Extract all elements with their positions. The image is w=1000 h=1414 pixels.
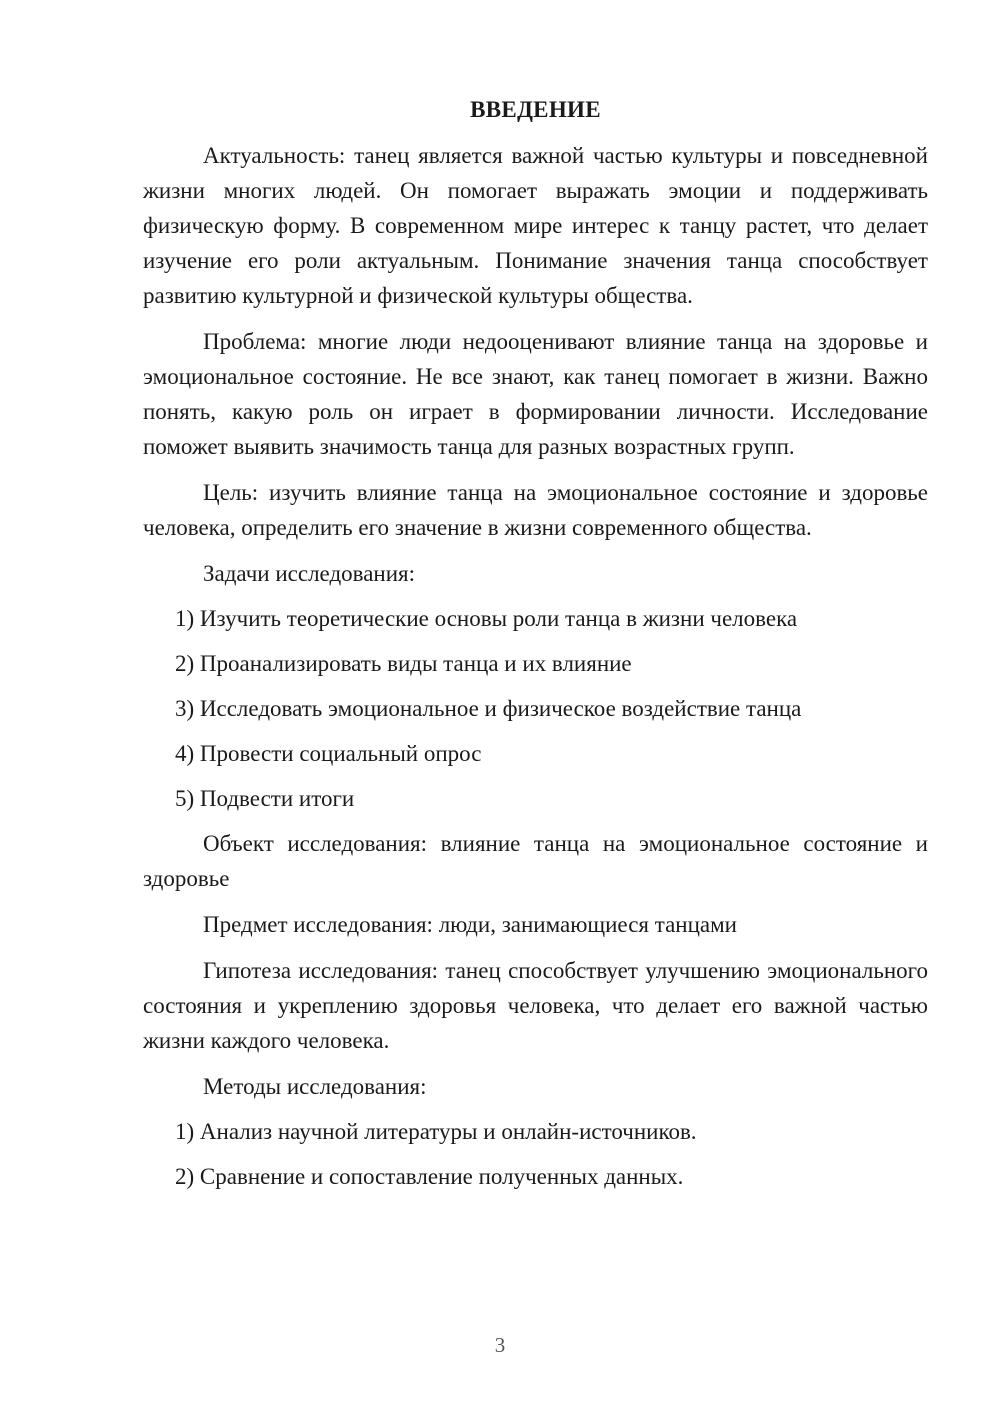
relevance-paragraph: Актуальность: танец является важной частью культуры и повседневной жизни многих людей. Он помогает выражать эмоции и поддерживать физическую форму. В современном мире интерес к танцу растет, что делает изучение его роли актуальным. Понимание значения танца способствует развитию культурной и физической культуры общества. (143, 143, 928, 308)
tasks-heading: Задачи исследования: (203, 561, 416, 586)
object-paragraph: Объект исследования: влияние танца на эмоциональное состояние и здоровье (143, 831, 928, 891)
list-item: 4) Провести социальный опрос (175, 741, 482, 766)
page-number: 3 (494, 1333, 506, 1357)
list-item: 1) Анализ научной литературы и онлайн-источников. (175, 1119, 697, 1144)
list-item: 1) Изучить теоретические основы роли танца в жизни человека (175, 606, 798, 631)
document-page (143, 92, 928, 1204)
goal-paragraph: Цель: изучить влияние танца на эмоциональное состояние и здоровье человека, определить его значение в жизни современного общества. (143, 480, 928, 540)
hypothesis-paragraph: Гипотеза исследования: танец способствует улучшению эмоционального состояния и укреплению здоровья человека, что делает его важной частью жизни каждого человека. (143, 958, 928, 1053)
list-item: 3) Исследовать эмоциональное и физическое воздействие танца (175, 696, 802, 721)
section-title: ВВЕДЕНИЕ (470, 97, 601, 122)
list-item: 5) Подвести итоги (175, 786, 355, 811)
list-item: 2) Сравнение и сопоставление полученных данных. (175, 1164, 684, 1189)
tasks-list (143, 601, 928, 816)
methods-heading: Методы исследования: (203, 1074, 427, 1099)
list-item: 2) Проанализировать виды танца и их влияние (175, 651, 632, 676)
methods-list (143, 1114, 928, 1194)
subject-paragraph: Предмет исследования: люди, занимающиеся танцами (203, 912, 737, 937)
problem-paragraph: Проблема: многие люди недооценивают влияние танца на здоровье и эмоциональное состояние. Не все знают, как танец помогает в жизни. Важно понять, какую роль он играет в формировании личности. Исследование поможет выявить значимость танца для разных возрастных групп. (143, 329, 928, 459)
